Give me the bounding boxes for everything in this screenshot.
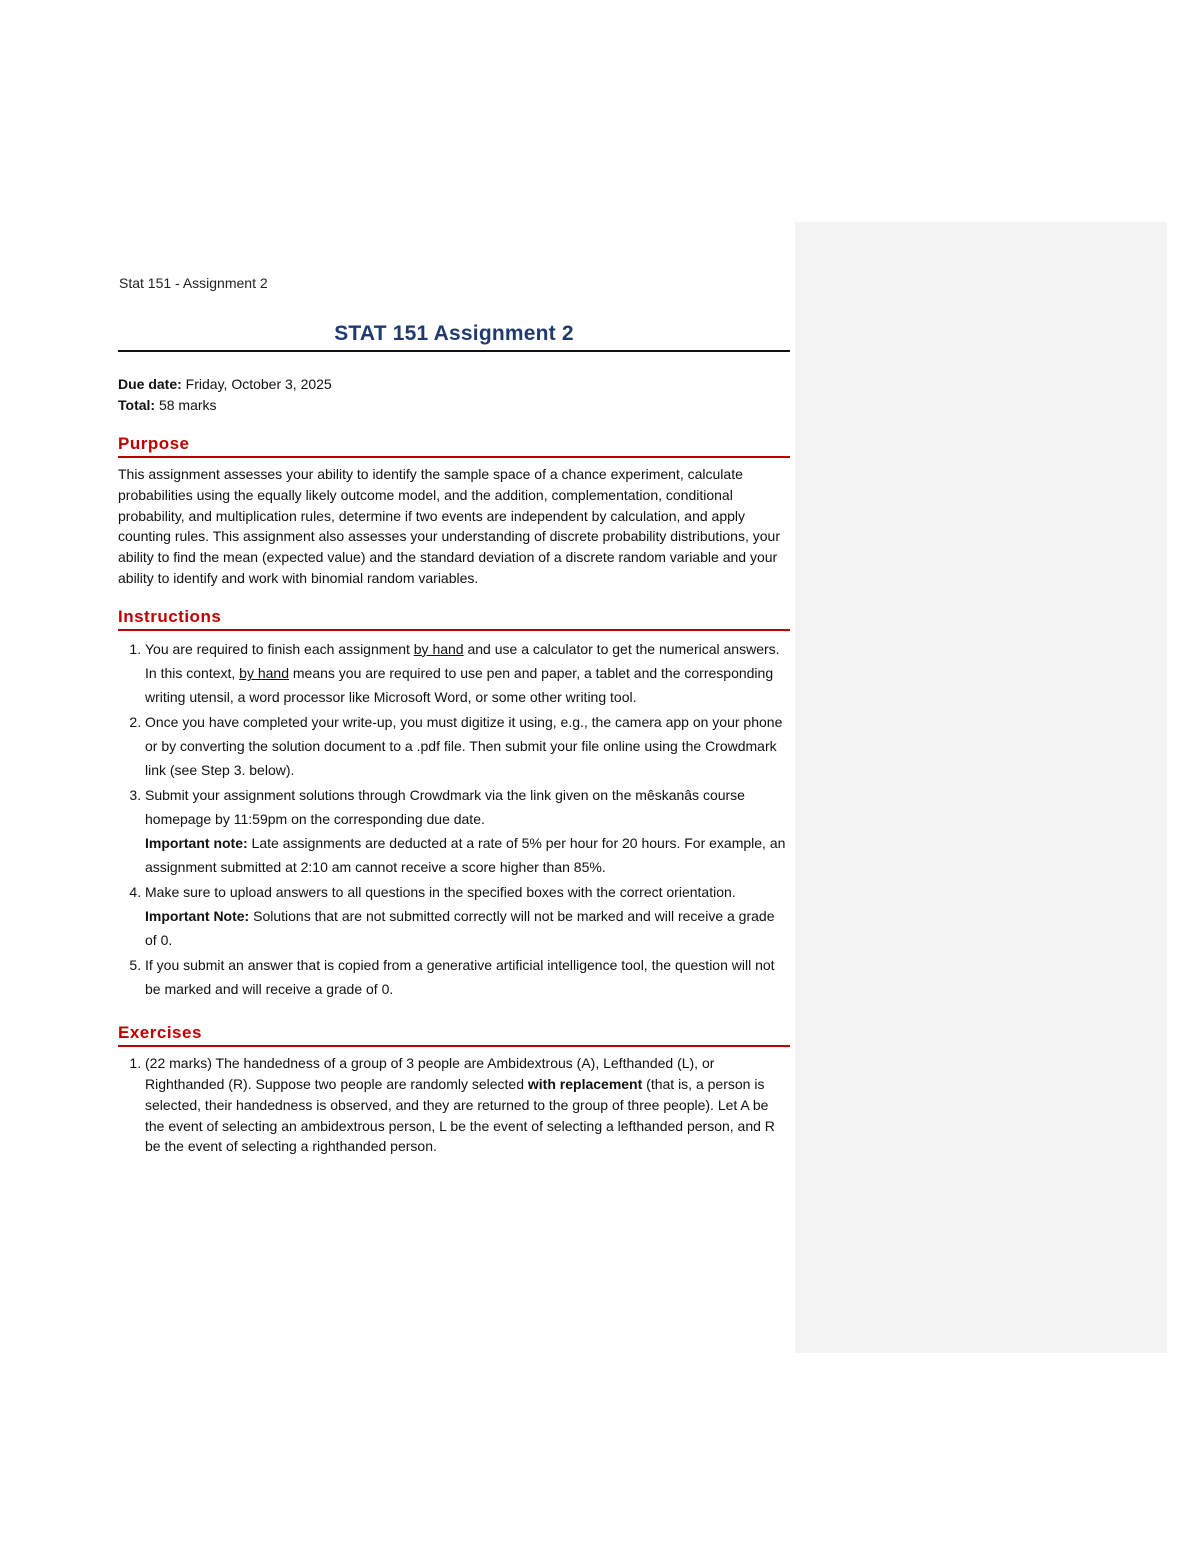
- exercises-list: [118, 1053, 790, 1157]
- purpose-text: This assignment assesses your ability to identify the sample space of a chance experiment, calculate probabilities using the equally likely outcome model, and the addition, complementation, conditional probability, and multiplication rules, determine if two events are independent by calculation, and apply counting rules. This assignment also assesses your understanding of discrete probability distributions, your ability to find the mean (expected value) and the standard deviation of a discrete random variable and your ability to identify and work with binomial random variables.: [118, 466, 780, 586]
- exercise-item: 1. (22 marks) The handedness of a group of 3 people are Ambidextrous (A), Lefthanded (L), or Righthanded (R). Suppose two people are randomly selected with replacement (that is, a person is selected, their handedness is observed, and they are returned to the group of three people). Let A be the event of selecting an ambidextrous person, L be the event of selecting a lefthanded person, and R be the event of selecting a righthanded person.: [145, 1053, 790, 1157]
- important-note-label: Important Note:: [145, 908, 250, 925]
- instructions-heading: Instructions: [118, 607, 790, 631]
- by-hand-emphasis: by hand: [239, 665, 289, 682]
- instructions-list: [118, 637, 790, 1001]
- with-replacement-emphasis: with replacement: [527, 1076, 643, 1093]
- instruction-item: 5. If you submit an answer that is copied from a generative artificial intelligence tool, the question will not be marked and will receive a grade of 0.: [145, 953, 790, 1002]
- due-date-line: [118, 374, 790, 395]
- instruction-item: 4. Make sure to upload answers to all questions in the specified boxes with the correct orientation. Important Note: Solutions that are not submitted correctly will not be marked and will receive a grade of 0.: [145, 880, 790, 953]
- due-date-value: Friday, October 3, 2025: [181, 376, 332, 392]
- exercises-heading: Exercises: [118, 1023, 790, 1047]
- instruction-item: 3. Submit your assignment solutions through Crowdmark via the link given on the mêskanâs course homepage by 11:59pm on the corresponding due date. Important note: Late assignments are deducted at a rate of 5% per hour for 20 hours. For example, an assignment submitted at 2:10 am cannot receive a score higher than 85%.: [145, 783, 790, 880]
- instruction-item: 2. Once you have completed your write-up, you must digitize it using, e.g., the camera app on your phone or by converting the solution document to a .pdf file. Then submit your file online using the Crowdmark link (see Step 3. below).: [145, 710, 790, 783]
- document-body: [118, 322, 790, 1157]
- comment-pane: [795, 222, 1167, 1353]
- instruction-item: 1. You are required to finish each assignment by hand and use a calculator to get the numerical answers. In this context, by hand means you are required to use pen and paper, a tablet and the corresponding writing utensil, a word processor like Microsoft Word, or some other writing tool.: [145, 637, 790, 710]
- total-value: 58 marks: [155, 397, 217, 413]
- document-title: STAT 151 Assignment 2: [118, 322, 790, 352]
- page-header: Stat 151 - Assignment 2: [119, 275, 268, 291]
- total-label: Total:: [118, 397, 156, 413]
- due-date-label: Due date:: [118, 376, 182, 392]
- total-line: [118, 395, 790, 416]
- by-hand-emphasis: by hand: [413, 640, 464, 657]
- important-note-label: Important note:: [145, 835, 248, 852]
- purpose-heading: Purpose: [118, 434, 790, 458]
- assignment-meta: [118, 374, 790, 416]
